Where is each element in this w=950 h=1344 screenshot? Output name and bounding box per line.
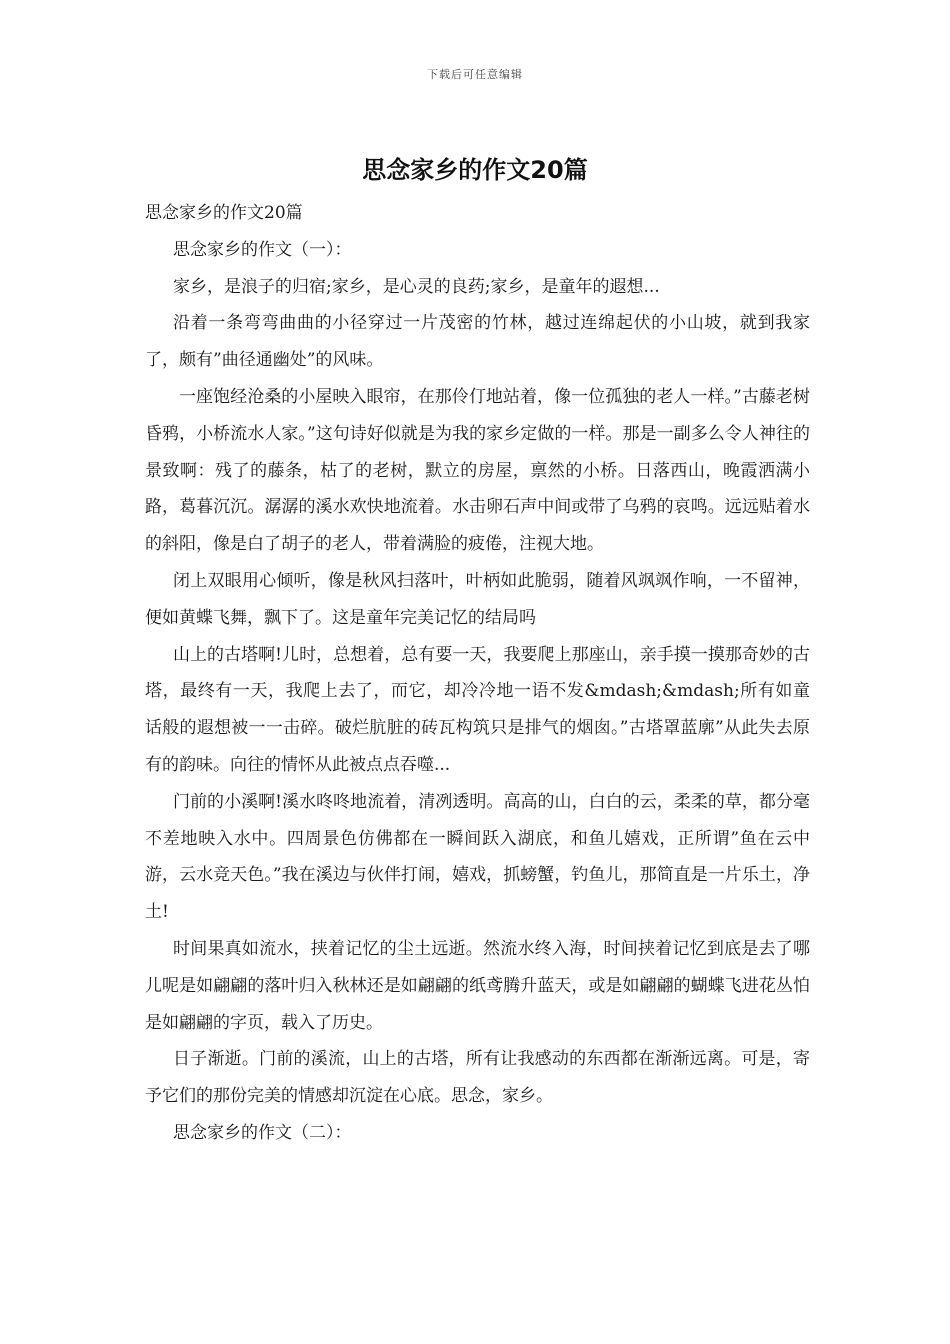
subtitle-paragraph: 思念家乡的作文20篇: [145, 203, 303, 223]
body-paragraph: 时间果真如流水，挟着记忆的尘土远逝。然流水终入海，时间挟着记忆到底是去了哪儿呢是如翩翩的落叶归入秋林还是如翩翩的纸鸢腾升蓝天，或是如翩翩的蝴蝶飞进花丛怕是如翩翩的字页，载入了历史。: [145, 938, 810, 1033]
body-paragraph: 沿着一条弯弯曲曲的小径穿过一片茂密的竹林，越过连绵起伏的小山坡，就到我家了，颇有”曲径通幽处”的风味。: [145, 313, 810, 371]
document-body: [145, 195, 810, 1152]
body-paragraph: 日子渐逝。门前的溪流，山上的古塔，所有让我感动的东西都在渐渐远离。可是，寄予它们的那份完美的情感却沉淀在心底。思念，家乡。: [145, 1049, 810, 1107]
body-paragraph: 闭上双眼用心倾听，像是秋风扫落叶，叶柄如此脆弱，随着风飒飒作响，一不留神，便如黄蝶飞舞，飘下了。这是童年完美记忆的结局吗: [145, 570, 810, 628]
body-paragraph: 一座饱经沧桑的小屋映入眼帘，在那伶仃地站着，像一位孤独的老人一样。”古藤老树昏鸦，小桥流水人家。”这句诗好似就是为我的家乡定做的一样。那是一副多么令人神往的景致啊：残了的藤条，枯了的老树，默立的房屋，禀然的小桥。日落西山，晚霞洒满小路，葛暮沉沉。潺潺的溪水欢快地流着。水击卵石声中间或带了乌鸦的哀鸣。远远贴着水的斜阳，像是白了胡子的老人，带着满脸的疲倦，注视大地。: [145, 386, 810, 555]
section-heading-2: 思念家乡的作文（二）：: [173, 1122, 352, 1143]
body-paragraph: 山上的古塔啊!儿时，总想着，总有要一天，我要爬上那座山，亲手摸一摸那奇妙的古塔，最终有一天，我爬上去了，而它，却冷冷地一语不发&mdash;&mdash;所有如童话般的遐想被一一击碎。破烂肮脏的砖瓦构筑只是排气的烟囱。”古塔罩蓝廓”从此失去原有的韵味。向往的情怀从此被点点吞噬...: [145, 644, 810, 775]
header-note: 下载后可任意编辑: [427, 68, 523, 81]
body-paragraph: 家乡，是浪子的归宿;家乡，是心灵的良药;家乡，是童年的遐想...: [173, 276, 660, 297]
section-heading-1: 思念家乡的作文（一）：: [173, 239, 352, 260]
body-paragraph: 门前的小溪啊!溪水咚咚地流着，清冽透明。高高的山，白白的云，柔柔的草，都分毫不差地映入水中。四周景色仿佛都在一瞬间跃入湖底，和鱼儿嬉戏，正所谓”鱼在云中游，云水竞天色。”我在溪边与伙伴打闹，嬉戏，抓螃蟹，钓鱼儿，那简直是一片乐土，净土!: [145, 791, 810, 923]
document-title: 思念家乡的作文20篇: [362, 156, 588, 184]
